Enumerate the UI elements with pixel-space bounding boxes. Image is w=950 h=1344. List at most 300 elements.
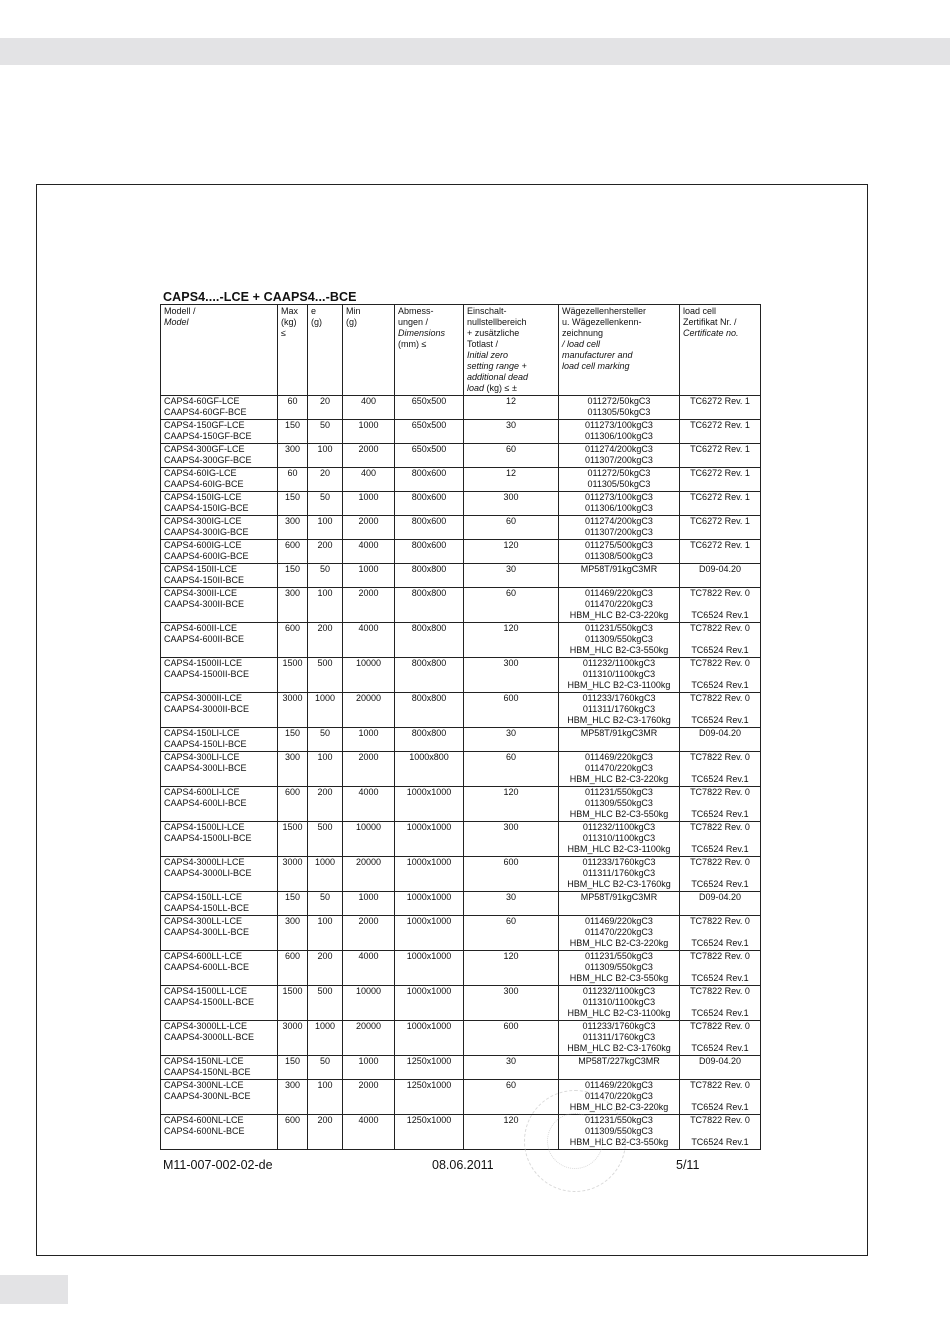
load-cell-marking: 011470/220kgC3 [585, 927, 653, 937]
cell-zero-range: 30 [464, 1056, 559, 1080]
header-text-de: (kg) [281, 317, 297, 327]
model-name: CAPS4-300LI-LCE [164, 752, 240, 762]
certificate-number: TC6272 Rev. 1 [690, 540, 750, 550]
certificate-table [160, 304, 761, 1150]
certificate-stack [681, 693, 759, 726]
cell-min: 2000 [343, 916, 395, 951]
table-row [161, 1115, 761, 1150]
load-cell-marking: HBM_HLC B2-C3-550kg [569, 809, 669, 819]
cell-load-cell [559, 728, 680, 752]
cell-min: 1000 [343, 420, 395, 444]
load-cell-marking: 011311/1760kgC3 [582, 868, 656, 878]
model-name: CAAPS4-150GF-BCE [164, 431, 252, 441]
load-cell-marking: 011231/550kgC3 [585, 1115, 653, 1125]
load-cell-marking: 011231/550kgC3 [585, 623, 653, 633]
model-name: CAPS4-3000II-LCE [164, 693, 243, 703]
cell-dimensions: 1250x1000 [395, 1080, 464, 1115]
load-cell-marking: 011307/200kgC3 [585, 527, 653, 537]
model-name: CAPS4-1500LI-LCE [164, 822, 245, 832]
table-row [161, 892, 761, 916]
cell-certificate [680, 420, 761, 444]
cell-dimensions: 1250x1000 [395, 1056, 464, 1080]
top-gray-band [0, 38, 950, 65]
table-body [161, 396, 761, 1150]
cell-load-cell [559, 492, 680, 516]
header-text-en: load [467, 383, 485, 393]
cell-min: 4000 [343, 787, 395, 822]
model-name: CAAPS4-3000II-BCE [164, 704, 250, 714]
cell-e: 500 [308, 658, 343, 693]
cell-e: 100 [308, 1080, 343, 1115]
cell-model [161, 1115, 278, 1150]
cell-dimensions: 800x600 [395, 540, 464, 564]
cell-certificate [680, 1021, 761, 1056]
certificate-number: TC6524 Rev.1 [691, 1008, 749, 1018]
header-text-de: zeichnung [562, 328, 604, 338]
footer-date: 08.06.2011 [432, 1158, 494, 1172]
certificate-number: TC6524 Rev.1 [691, 645, 749, 655]
header-text-de: (g) [346, 317, 357, 327]
cell-max: 3000 [278, 1021, 308, 1056]
cell-zero-range: 60 [464, 916, 559, 951]
cell-certificate [680, 658, 761, 693]
certificate-number: TC6524 Rev.1 [691, 809, 749, 819]
load-cell-marking: 011307/200kgC3 [585, 455, 653, 465]
header-text-en: Model [164, 317, 189, 327]
model-name: CAPS4-1500LL-LCE [164, 986, 248, 996]
cell-dimensions: 800x800 [395, 693, 464, 728]
model-name: CAPS4-600LL-LCE [164, 951, 243, 961]
model-name: CAAPS4-600LL-BCE [164, 962, 250, 972]
cell-model [161, 916, 278, 951]
load-cell-marking: MP58T/91kgC3MR [580, 892, 658, 902]
cell-e: 200 [308, 951, 343, 986]
cell-min: 1000 [343, 728, 395, 752]
header-text-de: Wägezellenhersteller [562, 306, 647, 316]
cell-e: 20 [308, 396, 343, 420]
model-name: CAPS4-150IG-LCE [164, 492, 242, 502]
certificate-number: TC6524 Rev.1 [691, 938, 749, 948]
cell-max: 600 [278, 1115, 308, 1150]
table-row [161, 752, 761, 787]
header-unit: (mm) ≤ [398, 339, 427, 349]
header-text-de: load cell [683, 306, 717, 316]
cell-min: 4000 [343, 1115, 395, 1150]
cell-zero-range: 30 [464, 420, 559, 444]
header-text-de: e [311, 306, 317, 316]
cell-min: 2000 [343, 444, 395, 468]
cell-dimensions: 1000x1000 [395, 951, 464, 986]
certificate-number: D09-04.20 [698, 564, 742, 574]
load-cell-marking: HBM_HLC B2-C3-220kg [569, 1102, 669, 1112]
cell-min: 4000 [343, 540, 395, 564]
cell-e: 50 [308, 1056, 343, 1080]
cell-model [161, 623, 278, 658]
cell-model [161, 420, 278, 444]
model-name: CAAPS4-150LL-BCE [164, 903, 250, 913]
cell-zero-range: 300 [464, 986, 559, 1021]
cell-min: 400 [343, 468, 395, 492]
cell-model [161, 1080, 278, 1115]
certificate-number: TC6524 Rev.1 [691, 879, 749, 889]
load-cell-marking: 011469/220kgC3 [585, 916, 653, 926]
cell-max: 150 [278, 892, 308, 916]
load-cell-marking: HBM_HLC B2-C3-220kg [569, 774, 669, 784]
load-cell-marking: HBM_HLC B2-C3-1100kg [567, 844, 671, 854]
cell-zero-range: 120 [464, 1115, 559, 1150]
load-cell-marking: 011232/1100kgC3 [582, 822, 656, 832]
certificate-number: D09-04.20 [698, 728, 742, 738]
table-row [161, 623, 761, 658]
table-row [161, 420, 761, 444]
model-name: CAAPS4-300GF-BCE [164, 455, 252, 465]
cell-model [161, 540, 278, 564]
load-cell-marking: 011310/1100kgC3 [582, 669, 656, 679]
cell-e: 1000 [308, 857, 343, 892]
cell-e: 100 [308, 752, 343, 787]
cell-certificate [680, 444, 761, 468]
header-text-de: (g) [311, 317, 322, 327]
cell-e: 50 [308, 892, 343, 916]
load-cell-marking: HBM_HLC B2-C3-1760kg [567, 879, 671, 889]
load-cell-marking: HBM_HLC B2-C3-1100kg [567, 680, 671, 690]
model-name: CAPS4-150LI-LCE [164, 728, 240, 738]
certificate-number: TC7822 Rev. 0 [690, 951, 750, 961]
cell-model [161, 658, 278, 693]
column-header [161, 305, 278, 396]
cell-max: 3000 [278, 857, 308, 892]
table-row [161, 444, 761, 468]
cell-certificate [680, 822, 761, 857]
cell-dimensions: 800x600 [395, 516, 464, 540]
model-name: CAAPS4-1500II-BCE [164, 669, 250, 679]
header-text-en: Dimensions [398, 328, 446, 338]
cell-load-cell [559, 420, 680, 444]
header-text-en: setting range + [467, 361, 527, 371]
cell-dimensions: 1250x1000 [395, 1115, 464, 1150]
document-title: CAPS4....-LCE + CAAPS4...-BCE [163, 290, 357, 304]
load-cell-marking: 011274/200kgC3 [585, 444, 653, 454]
load-cell-marking: HBM_HLC B2-C3-550kg [569, 645, 669, 655]
cell-min: 2000 [343, 752, 395, 787]
cell-certificate [680, 516, 761, 540]
load-cell-marking: 011306/100kgC3 [585, 503, 653, 513]
cell-max: 1500 [278, 986, 308, 1021]
certificate-stack [681, 588, 759, 621]
model-name: CAAPS4-60IG-BCE [164, 479, 244, 489]
cell-load-cell [559, 986, 680, 1021]
cell-zero-range: 60 [464, 752, 559, 787]
cell-load-cell [559, 916, 680, 951]
load-cell-marking: 011311/1760kgC3 [582, 704, 656, 714]
cell-e: 50 [308, 564, 343, 588]
load-cell-marking: 011469/220kgC3 [585, 588, 653, 598]
cell-model [161, 468, 278, 492]
cell-load-cell [559, 822, 680, 857]
certificate-number: TC6524 Rev.1 [691, 610, 749, 620]
load-cell-marking: 011273/100kgC3 [585, 492, 653, 502]
table-row [161, 728, 761, 752]
cell-zero-range: 120 [464, 951, 559, 986]
load-cell-marking: HBM_HLC B2-C3-550kg [569, 973, 669, 983]
cell-dimensions: 650x500 [395, 396, 464, 420]
cell-model [161, 787, 278, 822]
certificate-stack [681, 857, 759, 890]
load-cell-marking: 011274/200kgC3 [585, 516, 653, 526]
cell-load-cell [559, 623, 680, 658]
cell-model [161, 951, 278, 986]
load-cell-marking: 011275/500kgC3 [585, 540, 653, 550]
cell-e: 200 [308, 623, 343, 658]
header-text-de: Max [281, 306, 299, 316]
cell-certificate [680, 752, 761, 787]
header-text-en: additional dead [467, 372, 529, 382]
load-cell-marking: 011470/220kgC3 [585, 1091, 653, 1101]
cell-dimensions: 1000x1000 [395, 1021, 464, 1056]
model-name: CAAPS4-150II-BCE [164, 575, 245, 585]
cell-load-cell [559, 396, 680, 420]
cell-min: 10000 [343, 822, 395, 857]
cell-max: 60 [278, 468, 308, 492]
cell-max: 600 [278, 787, 308, 822]
load-cell-marking: 011231/550kgC3 [585, 787, 653, 797]
cell-zero-range: 300 [464, 658, 559, 693]
header-text-de: Zertifikat Nr. / [683, 317, 737, 327]
certificate-number: TC6272 Rev. 1 [690, 420, 750, 430]
cell-dimensions: 1000x1000 [395, 892, 464, 916]
cell-certificate [680, 623, 761, 658]
table-row [161, 787, 761, 822]
cell-certificate [680, 857, 761, 892]
cell-load-cell [559, 857, 680, 892]
load-cell-marking: 011310/1100kgC3 [582, 833, 656, 843]
cell-load-cell [559, 951, 680, 986]
certificate-number: TC7822 Rev. 0 [690, 623, 750, 633]
model-name: CAPS4-300LL-LCE [164, 916, 243, 926]
model-name: CAAPS4-300IG-BCE [164, 527, 249, 537]
cell-model [161, 752, 278, 787]
load-cell-marking: MP58T/91kgC3MR [580, 728, 658, 738]
cell-e: 20 [308, 468, 343, 492]
cell-dimensions: 1000x1000 [395, 787, 464, 822]
load-cell-marking: 011233/1760kgC3 [582, 857, 656, 867]
certificate-number: TC7822 Rev. 0 [690, 658, 750, 668]
cell-zero-range: 30 [464, 564, 559, 588]
cell-max: 3000 [278, 693, 308, 728]
table-row [161, 468, 761, 492]
model-name: CAAPS4-60GF-BCE [164, 407, 247, 417]
load-cell-marking: 011470/220kgC3 [585, 599, 653, 609]
table-header-row [161, 305, 761, 396]
cell-min: 1000 [343, 892, 395, 916]
bottom-gray-tab [0, 1275, 68, 1304]
cell-certificate [680, 540, 761, 564]
table-row [161, 492, 761, 516]
certificate-number: TC6272 Rev. 1 [690, 444, 750, 454]
certificate-number: TC6524 Rev.1 [691, 774, 749, 784]
model-name: CAAPS4-3000LI-BCE [164, 868, 252, 878]
model-name: CAAPS4-300II-BCE [164, 599, 245, 609]
footer-page-number: 5/11 [676, 1158, 700, 1172]
cell-zero-range: 30 [464, 892, 559, 916]
cell-certificate [680, 468, 761, 492]
cell-e: 100 [308, 444, 343, 468]
model-name: CAPS4-60GF-LCE [164, 396, 240, 406]
certificate-number: TC7822 Rev. 0 [690, 752, 750, 762]
column-header [308, 305, 343, 396]
cell-zero-range: 60 [464, 444, 559, 468]
certificate-stack [681, 916, 759, 949]
header-text-de: Einschalt- [467, 306, 507, 316]
model-name: CAPS4-300IG-LCE [164, 516, 242, 526]
cell-zero-range: 12 [464, 468, 559, 492]
certificate-number: TC7822 Rev. 0 [690, 1080, 750, 1090]
cell-max: 300 [278, 752, 308, 787]
cell-e: 50 [308, 728, 343, 752]
column-header [343, 305, 395, 396]
header-text-de: ungen / [398, 317, 429, 327]
official-stamp [524, 1090, 626, 1192]
cell-dimensions: 800x800 [395, 588, 464, 623]
certificate-number: TC7822 Rev. 0 [690, 588, 750, 598]
cell-certificate [680, 1056, 761, 1080]
table-row [161, 658, 761, 693]
load-cell-marking: 011309/550kgC3 [585, 1126, 653, 1136]
certificate-stack [681, 951, 759, 984]
cell-load-cell [559, 540, 680, 564]
cell-zero-range: 120 [464, 623, 559, 658]
model-name: CAPS4-60IG-LCE [164, 468, 237, 478]
model-name: CAAPS4-150LI-BCE [164, 739, 247, 749]
header-text-de: u. Wägezellenkenn- [562, 317, 642, 327]
cell-max: 1500 [278, 822, 308, 857]
certificate-number: TC7822 Rev. 0 [690, 916, 750, 926]
load-cell-marking: 011310/1100kgC3 [582, 997, 656, 1007]
cell-max: 150 [278, 492, 308, 516]
cell-min: 2000 [343, 516, 395, 540]
certificate-number: TC6524 Rev.1 [691, 1102, 749, 1112]
certificate-number: TC6272 Rev. 1 [690, 396, 750, 406]
cell-dimensions: 650x500 [395, 420, 464, 444]
cell-min: 2000 [343, 1080, 395, 1115]
header-text-en: Certificate no. [683, 328, 739, 338]
header-text-de: nullstellbereich [467, 317, 527, 327]
cell-dimensions: 1000x1000 [395, 822, 464, 857]
column-header [559, 305, 680, 396]
cell-certificate [680, 728, 761, 752]
load-cell-marking: HBM_HLC B2-C3-1100kg [567, 1008, 671, 1018]
cell-min: 1000 [343, 492, 395, 516]
model-name: CAPS4-150II-LCE [164, 564, 238, 574]
cell-load-cell [559, 752, 680, 787]
table-row [161, 986, 761, 1021]
model-name: CAPS4-150LL-LCE [164, 892, 243, 902]
cell-max: 600 [278, 623, 308, 658]
cell-max: 300 [278, 444, 308, 468]
cell-dimensions: 1000x1000 [395, 916, 464, 951]
cell-zero-range: 600 [464, 693, 559, 728]
cell-load-cell [559, 516, 680, 540]
cell-load-cell [559, 787, 680, 822]
model-name: CAAPS4-300LI-BCE [164, 763, 247, 773]
cell-load-cell [559, 468, 680, 492]
cell-model [161, 516, 278, 540]
table-row [161, 857, 761, 892]
cell-min: 10000 [343, 986, 395, 1021]
cell-max: 300 [278, 916, 308, 951]
cell-load-cell [559, 658, 680, 693]
certificate-stack [681, 986, 759, 1019]
model-name: CAAPS4-3000LL-BCE [164, 1032, 255, 1042]
cell-e: 500 [308, 986, 343, 1021]
cell-certificate [680, 787, 761, 822]
certificate-number: TC6524 Rev.1 [691, 844, 749, 854]
header-text-de: Min [346, 306, 361, 316]
model-name: CAPS4-300GF-LCE [164, 444, 245, 454]
cell-dimensions: 800x800 [395, 658, 464, 693]
cell-certificate [680, 916, 761, 951]
load-cell-marking: MP58T/227kgC3MR [578, 1056, 660, 1066]
cell-model [161, 693, 278, 728]
model-name: CAPS4-3000LL-LCE [164, 1021, 248, 1031]
cell-max: 150 [278, 420, 308, 444]
load-cell-marking: 011306/100kgC3 [585, 431, 653, 441]
cell-model [161, 396, 278, 420]
table-row [161, 588, 761, 623]
certificate-number: TC6272 Rev. 1 [690, 492, 750, 502]
model-name: CAPS4-300NL-LCE [164, 1080, 244, 1090]
certificate-number: TC6524 Rev.1 [691, 973, 749, 983]
table-row [161, 1056, 761, 1080]
cell-max: 150 [278, 564, 308, 588]
model-name: CAAPS4-600IG-BCE [164, 551, 249, 561]
model-name: CAPS4-300II-LCE [164, 588, 238, 598]
cell-e: 100 [308, 516, 343, 540]
model-name: CAAPS4-150IG-BCE [164, 503, 249, 513]
column-header [395, 305, 464, 396]
cell-min: 4000 [343, 623, 395, 658]
certificate-number: TC6524 Rev.1 [691, 1137, 749, 1147]
model-name: CAPS4-600NL-BCE [164, 1126, 245, 1136]
cell-max: 300 [278, 516, 308, 540]
cell-load-cell [559, 693, 680, 728]
load-cell-marking: 011272/50kgC3 [587, 468, 651, 478]
cell-zero-range: 30 [464, 728, 559, 752]
cell-e: 500 [308, 822, 343, 857]
cell-certificate [680, 693, 761, 728]
header-text-de: Modell / [164, 306, 196, 316]
cell-load-cell [559, 1021, 680, 1056]
header-text-de: Abmess- [398, 306, 434, 316]
table-row [161, 540, 761, 564]
cell-model [161, 492, 278, 516]
certificate-number: TC6524 Rev.1 [691, 680, 749, 690]
cell-max: 60 [278, 396, 308, 420]
cell-min: 1000 [343, 564, 395, 588]
cell-e: 100 [308, 916, 343, 951]
cell-e: 200 [308, 1115, 343, 1150]
model-name: CAAPS4-600II-BCE [164, 634, 245, 644]
cell-certificate [680, 564, 761, 588]
table-row [161, 1080, 761, 1115]
cell-zero-range: 12 [464, 396, 559, 420]
cell-certificate [680, 892, 761, 916]
header-text-en: / load cell [562, 339, 601, 349]
table-row [161, 916, 761, 951]
model-name: CAAPS4-1500LL-BCE [164, 997, 255, 1007]
certificate-number: D09-04.20 [698, 892, 742, 902]
cell-max: 300 [278, 1080, 308, 1115]
